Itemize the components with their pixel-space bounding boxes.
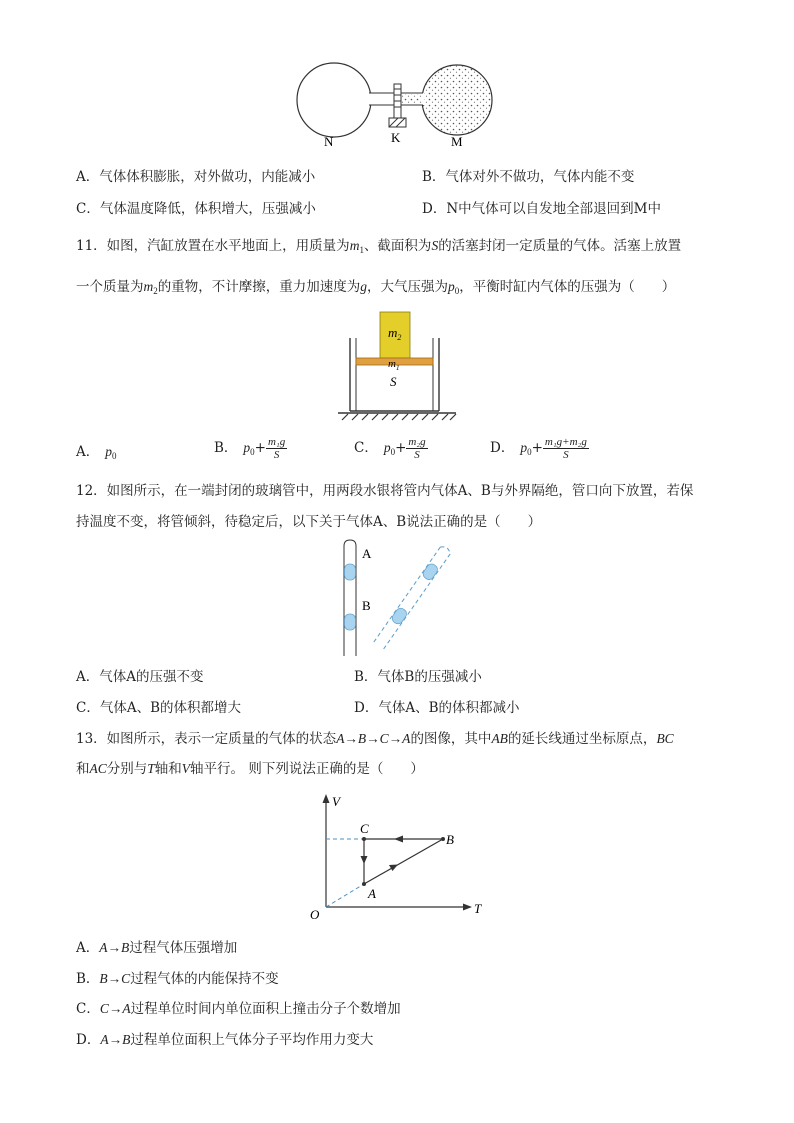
q10-option-c[interactable]: C．气体温度降低，体积增大，压强减小 bbox=[76, 201, 316, 217]
point-label-b: B bbox=[446, 832, 454, 847]
q13-stem-line2: 和AC分别与T轴和V轴平行。 则下列说法正确的是（ ） bbox=[76, 761, 424, 777]
mercury-lower bbox=[345, 614, 356, 630]
q13-option-d[interactable]: D．A→B过程单位面积上气体分子平均作用力变大 bbox=[76, 1032, 374, 1048]
point-c bbox=[362, 837, 366, 841]
cylinder-piston-figure bbox=[338, 310, 458, 422]
fig-label-a: A bbox=[362, 546, 372, 561]
label-m: M bbox=[451, 134, 463, 149]
vessel-n bbox=[297, 63, 371, 137]
fig-label-m1: $m_1$ bbox=[388, 358, 400, 372]
q13-option-b[interactable]: B．B→C过程气体的内能保持不变 bbox=[76, 971, 279, 987]
q13-stem-line1: 13．如图所示，表示一定质量的气体的状态A→B→C→A的图像，其中AB的延长线通过坐标原点，BC bbox=[76, 731, 674, 747]
origin-label: O bbox=[310, 907, 320, 922]
point-a bbox=[362, 882, 366, 886]
tilted-mercury-upper bbox=[421, 562, 439, 581]
q11-stem-line2: 一个质量为$m_2$的重物，不计摩擦，重力加速度为g，大气压强为$p_0$，平衡时缸内气体的压强为（ ） bbox=[76, 279, 676, 296]
q12-stem-line1: 12．如图所示，在一端封闭的玻璃管中，用两段水银将管内气体A、B与外界隔绝，管口向下放置，若保 bbox=[76, 483, 694, 499]
vertical-tube bbox=[344, 540, 356, 656]
q11-option-d[interactable]: D． $p_0+$ $\frac{\text{m₁g+m₂g}}{S}$ bbox=[490, 436, 587, 461]
q11-stem-line1: 11．如图，汽缸放置在水平地面上，用质量为$m_1$、截面积为S的活塞封闭一定质量的气体。活塞上放置 bbox=[76, 238, 682, 255]
segment-ab bbox=[364, 839, 443, 884]
q12-option-b[interactable]: B．气体B的压强减小 bbox=[354, 669, 482, 685]
q12-option-d[interactable]: D．气体A、B的体积都减小 bbox=[354, 700, 520, 716]
label-n: N bbox=[324, 134, 334, 149]
point-b bbox=[441, 837, 445, 841]
q11-option-c[interactable]: C． $p_0+$ $\frac{\text{m₂g}}{S}$ bbox=[354, 436, 426, 461]
q12-stem-line2: 持温度不变，将管倾斜，待稳定后，以下关于气体A、B说法正确的是（ ） bbox=[76, 514, 542, 530]
q13-option-a[interactable]: A．A→B过程气体压强增加 bbox=[76, 940, 238, 956]
point-label-a: A bbox=[368, 886, 376, 901]
axis-label-v: V bbox=[332, 794, 340, 809]
q13-option-c[interactable]: C．C→A过程单位时间内单位面积上撞击分子个数增加 bbox=[76, 1001, 401, 1017]
q11-option-b[interactable]: B． $p_0+$ $\frac{\text{m₁g}}{S}$ bbox=[214, 436, 286, 461]
tilted-mercury-lower bbox=[390, 606, 408, 625]
glass-tubes-figure bbox=[336, 538, 466, 658]
tilted-tube bbox=[374, 545, 452, 649]
fig-label-b: B bbox=[362, 598, 371, 613]
mercury-upper bbox=[345, 564, 356, 580]
vessel-m bbox=[422, 65, 492, 135]
q11-option-a[interactable]: A． $p_0$ bbox=[76, 444, 117, 461]
q10-option-b[interactable]: B．气体对外不做功，气体内能不变 bbox=[422, 169, 635, 185]
fig-label-m2: $m_2$ bbox=[388, 325, 402, 342]
q10-option-a[interactable]: A．气体体积膨胀，对外做功，内能减小 bbox=[76, 169, 316, 185]
point-label-c: C bbox=[360, 821, 369, 836]
q10-option-d[interactable]: D．N中气体可以自发地全部退回到M中 bbox=[422, 201, 661, 217]
q12-option-c[interactable]: C．气体A、B的体积都增大 bbox=[76, 700, 241, 716]
q12-option-a[interactable]: A．气体A的压强不变 bbox=[76, 669, 204, 685]
label-k: K bbox=[391, 130, 401, 145]
two-vessels-figure bbox=[296, 62, 516, 147]
axis-label-t: T bbox=[474, 901, 482, 916]
fig-label-s: S bbox=[390, 374, 397, 389]
vt-diagram bbox=[306, 792, 486, 922]
